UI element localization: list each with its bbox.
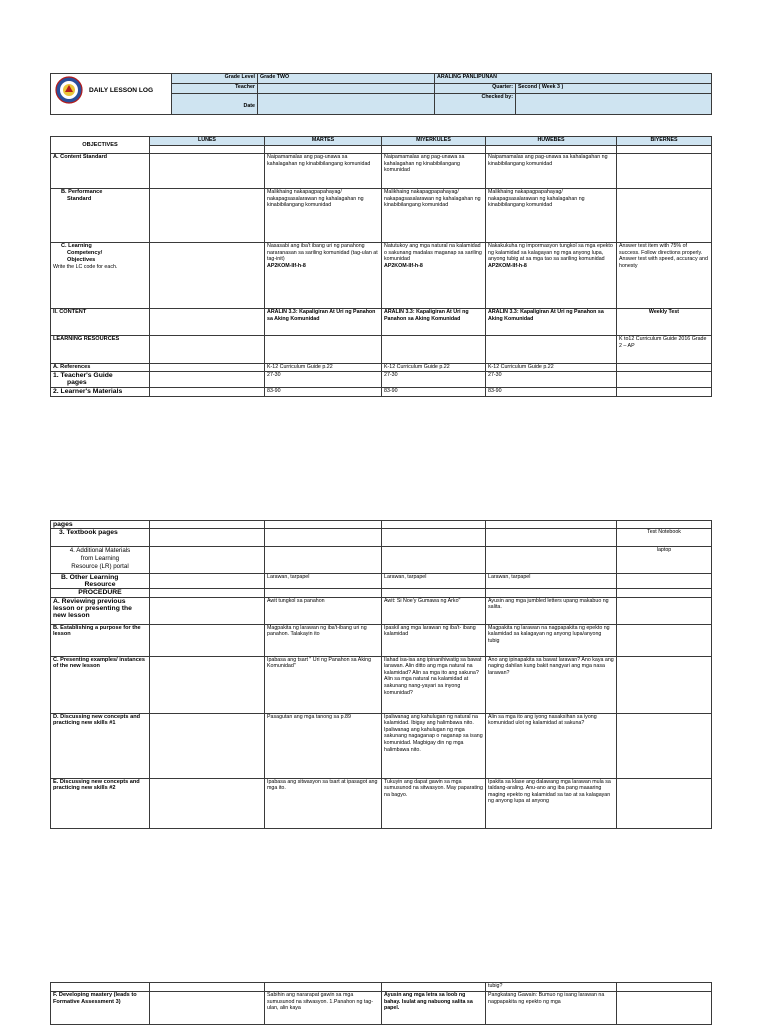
header-table (50, 73, 712, 115)
textbook-row (51, 529, 712, 547)
row-label-line: from Learning (80, 554, 120, 562)
row-label: E. Discussing new concepts and practicing new skills #2 (51, 778, 150, 828)
checked-by-label: Checked by: (435, 94, 516, 115)
date-value (258, 94, 435, 115)
day-lunes: LUNES (150, 137, 265, 146)
day-biyernes: BIYERNES (617, 137, 712, 146)
content-row (51, 309, 712, 336)
checked-by-value (516, 94, 712, 115)
row-label-line: Resource (LR) portal (71, 562, 129, 570)
grade-level-value: Grade TWO (258, 74, 435, 84)
cell-huwebes: Ipakita sa klase ang dalawang mga larawan mula sa taldang-araling. Anu-ano ang iba pang maaaring maging epekto ng kalamidad sa tao at sa kalagayan ng anyong lupa at anyong (486, 778, 617, 828)
performance-standard-row (51, 189, 712, 243)
cell-miyerkules: Naipamamalas ang pag-unawa sa kahalagahan ng kinabibilangang komunidad (382, 154, 486, 189)
subject-value: ARALING PANLIPUNAN (435, 74, 712, 84)
row-label-note: Write the LC code for each. (53, 263, 118, 270)
developing-row (51, 992, 712, 1025)
cell-miyerkules: Tukuyin ang dapat gawin sa mga sumusunod na sitwasyon. May paparating na bagyo. (382, 778, 486, 828)
cell-huwebes: 27-30 (486, 372, 617, 388)
competency-row (51, 243, 712, 309)
teacher-value (258, 84, 435, 94)
cell-miyerkules (382, 243, 486, 309)
row-label-line: B. Performance (61, 189, 103, 195)
teacher-label: Teacher (172, 84, 258, 94)
learners-materials-row (51, 388, 712, 397)
cell-miyerkules: K-12 Curriculum Guide p.22 (382, 364, 486, 372)
row-label-line: Objectives (67, 256, 96, 263)
lesson-table-2 (50, 520, 712, 829)
row-label (51, 243, 150, 309)
cell-miyerkules: Malikhaing nakapagpapahayag/ nakapagsasalarawan ng kahalagahan ng kinabibilangang komunidad (382, 189, 486, 243)
cell-martes: 27-30 (265, 372, 382, 388)
cell-martes (265, 243, 382, 309)
row-label: D. Discussing new concepts and practicing new skills #1 (51, 713, 150, 778)
date-label-text: Date (243, 103, 255, 109)
discussing1-row (51, 713, 712, 778)
presenting-row (51, 656, 712, 713)
logo-cell (51, 74, 172, 115)
row-label-line: pages (67, 379, 87, 387)
cell-biyernes: Answer test item with 75% of success. Follow directions properly. Answer test with speed, accuracy and honesty (617, 243, 712, 309)
cell-martes: Malikhaing nakapagpapahayag/ nakapagsasalarawan ng kahalagahan ng kinabibilangang komunidad (265, 189, 382, 243)
reviewing-row (51, 597, 712, 624)
cell-miyerkules: Ipaliwanag ang kahulugan ng natural na kalamidad. Ibigay ang halimbawa nito. Ipaliwanag ang kahulugan ng mga sakunang nagaganap o naganap sa isang komunidad. Magbigay din ng mga halimbawa nito. (382, 713, 486, 778)
cell-huwebes: Alin sa mga ito ang iyong nasaksihan sa iyong komunidad ulot ng kalamidad at sakuna? (486, 713, 617, 778)
cell-martes: Larawan, tarpapel (265, 574, 382, 589)
row-label-line: Resource (84, 581, 116, 589)
grade-level-label: Grade Level (172, 74, 258, 84)
cell-huwebes: Ano ang ipinapakita sa bawat larawan? Ano kaya ang naging dahilan kung bakit nangyari ang mga nasa larawan? (486, 656, 617, 713)
row-label: LEARNING RESOURCES (51, 336, 150, 364)
document-title: DAILY LESSON LOG (89, 87, 154, 94)
row-label (51, 372, 150, 388)
lc-code: AP2KOM-IIf-h-8 (384, 262, 423, 269)
row-label-line: 1. Teacher's Guide (53, 372, 113, 379)
cell-miyerkules: 27-30 (382, 372, 486, 388)
date-label (172, 94, 258, 115)
cell-martes: K-12 Curriculum Guide p.22 (265, 364, 382, 372)
procedure-row (51, 589, 712, 597)
quarter-value: Second ( Week 3 ) (516, 84, 712, 94)
cell-martes: Sabihin ang nararapat gawin sa mga sumusunod na sitwasyon. 1.Panahon ng tag-ulan, alin kaya (265, 992, 382, 1025)
cell-huwebes: Naipamamalas ang pag-unawa sa kahalagahan ng kinabibilangang komunidad (486, 154, 617, 189)
cell-biyernes: Weekly Test (617, 309, 712, 336)
cell-biyernes: K to12 Curriculum Guide 2016 Grade 2 – AP (617, 336, 712, 364)
cell-miyerkules: 83-90 (382, 388, 486, 397)
cell-huwebes: Magpakita ng larawan na nagpapakita ng epekto ng kalamidad sa kalagayan ng anyong lupa/anyong tubig (486, 624, 617, 656)
day-martes: MARTES (265, 137, 382, 146)
row-label: 2. Learner's Materials (51, 388, 150, 397)
row-label: II. CONTENT (51, 309, 150, 336)
row-label: C. Presenting examples/ instances of the new lesson (51, 656, 150, 713)
row-label: A. Content Standard (51, 154, 150, 189)
row-label (51, 189, 150, 243)
cell-biyernes: laptop (617, 547, 712, 574)
row-label-line: C. Learning (61, 243, 92, 249)
cell-text: Nakakukuha ng impormasyon tungkol sa mga epekto ng kalamidad sa kalagayan ng mga anyong lupa, anyong tubig at sa mga tao sa sariling komunidad (488, 243, 613, 263)
cell-martes: 83-90 (265, 388, 382, 397)
cell-martes: ARALIN 3.3: Kapaligiran At Uri ng Panahon sa Aking Komunidad (265, 309, 382, 336)
references-row (51, 364, 712, 372)
procedure-header: PROCEDURE (51, 589, 150, 597)
cell-biyernes: Test Notebook (617, 529, 712, 547)
row-label: A. References (51, 364, 150, 372)
cell-miyerkules: Larawan, tarpapel (382, 574, 486, 589)
row-label (51, 547, 150, 574)
cell-martes: Ipabasa ang tsart " Uri ng Panahon sa Aking Komunidad" (265, 656, 382, 713)
cell-huwebes: ARALIN 3.3: Kapaligiran At Uri ng Panahon sa Aking Komunidad (486, 309, 617, 336)
day-huwebes: HUWEBES (486, 137, 617, 146)
cell-martes: Pasagutan ang mga tanong sa p.89 (265, 713, 382, 778)
cell-text: Nasasabi ang iba't ibang uri ng panahong nararanasan sa sariling komunidad (tag-ulan at tag-init) (267, 243, 378, 263)
cell-martes: Magpakita ng larawan ng iba't-ibang uri ng panahon. Talakayin ito (265, 624, 382, 656)
cell-martes: Naipamamalas ang pag-unawa sa kahalagahan ng kinabibilangang komunidad (265, 154, 382, 189)
row-label: A. Reviewing previous lesson or presenting the new lesson (51, 597, 150, 624)
discussing2-row (51, 778, 712, 828)
cell-miyerkules: ARALIN 3.3: Kapaligiran At Uri ng Panahon sa Aking Komunidad (382, 309, 486, 336)
cell-huwebes: Ayusin ang mga jumbled letters upang makabuo ng salita. (486, 597, 617, 624)
cell-huwebes: Malikhaing nakapagpapahayag/ nakapagsasalarawan ng kahalagahan ng kinabibilangang komunidad (486, 189, 617, 243)
cell-martes: Awit tungkol sa panahon (265, 597, 382, 624)
learning-resources-row (51, 336, 712, 364)
cell-miyerkules: Ilahad isa-isa ang ipinanihiwatig sa bawat larawan. Alin ditto ang mga natural na kalamidad? Alin sa mga ito ang sakuna? Alin sa mga natural na kalamidad at sakunang nang-yayari sa inyong komunidad? (382, 656, 486, 713)
cell-huwebes: 83-90 (486, 388, 617, 397)
lc-code: AP2KOM-IIf-h-8 (488, 262, 527, 269)
lesson-table-1 (50, 136, 712, 397)
cell-huwebes: Larawan, tarpapel (486, 574, 617, 589)
row-label (51, 574, 150, 589)
other-resources-row (51, 574, 712, 589)
cell-huwebes: tubig? (486, 983, 617, 992)
row-label: pages (51, 521, 150, 529)
deped-seal-icon (55, 76, 83, 104)
row-label: F. Developing mastery (leads to Formative Assessment 3) (51, 992, 150, 1025)
cell-miyerkules: Awit: Si Noe'y Gumawa ng Arko" (382, 597, 486, 624)
cell-huwebes: K-12 Curriculum Guide p.22 (486, 364, 617, 372)
row-label-line: B. Other Learning (61, 574, 119, 582)
additional-materials-row (51, 547, 712, 574)
cell-miyerkules: Ayusin ang mga letra sa loob ng bahay. Isulat ang nabuong salita sa papel. (382, 992, 486, 1025)
objectives-header: OBJECTIVES (51, 137, 150, 154)
day-miyerkules: MIYERKULES (382, 137, 486, 146)
cell-miyerkules: Ipaskil ang mga larawan ng iba't- ibang kalamidad (382, 624, 486, 656)
row-label-line: Competency/ (67, 249, 103, 256)
row-label-line: Standard (67, 195, 92, 202)
cell-martes: Ipabasa ang sitwasyon sa tsart at ipasagot ang mga ito. (265, 778, 382, 828)
row-label-line: 4. Additional Materials (69, 547, 131, 555)
lc-code: AP2KOM-IIf-h-8 (267, 262, 306, 269)
lesson-table-3 (50, 982, 712, 1025)
cell-text: Natutukoy ang mga natural na kalamidad o sakunang madalas maganap sa sariling komunidad (384, 243, 482, 263)
row-label: B. Establishing a purpose for the lesson (51, 624, 150, 656)
row-label: 3. Textbook pages (51, 529, 150, 547)
teachers-guide-row (51, 372, 712, 388)
purpose-row (51, 624, 712, 656)
quarter-label: Quarter: (435, 84, 516, 94)
day-header-row (51, 137, 712, 146)
content-standard-row (51, 154, 712, 189)
cell-huwebes (486, 243, 617, 309)
cell-huwebes: Pangkatang Gawain: Bumuo ng isang larawan na nagpapakita ng epekto ng mga (486, 992, 617, 1025)
